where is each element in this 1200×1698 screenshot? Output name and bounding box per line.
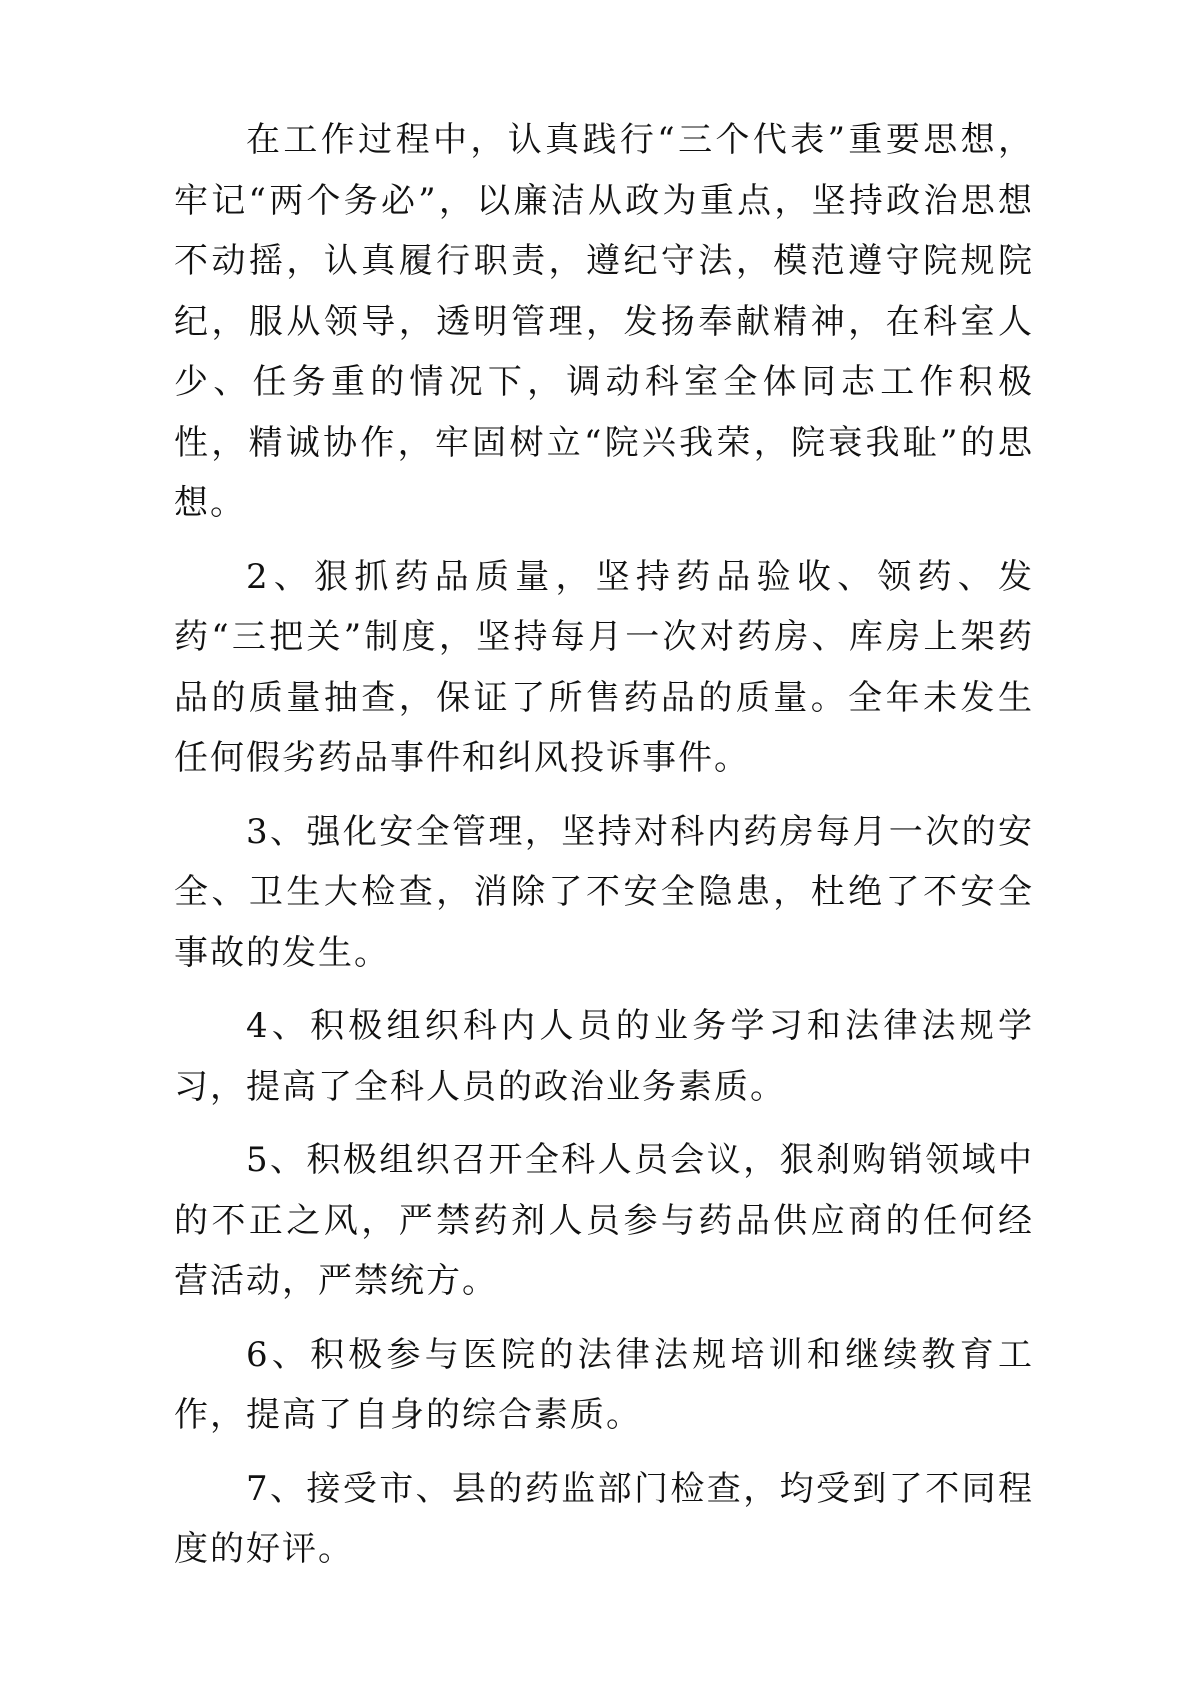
paragraph-staff-study: 4、积极组织科内人员的业务学习和法律法规学习，提高了全科人员的政治业务素质。: [174, 1006, 1034, 1107]
paragraph-training: 6、积极参与医院的法律法规培训和继续教育工作，提高了自身的综合素质。: [174, 1334, 1034, 1435]
paragraph-staff-meeting: 5、积极组织召开全科人员会议，狠刹购销领域中的不正之风，严禁药剂人员参与药品供应商的任何经营活动，严禁统方。: [174, 1140, 1034, 1301]
paragraph-inspection: 7、接受市、县的药监部门检查，均受到了不同程度的好评。: [174, 1468, 1034, 1569]
paragraph-drug-quality: 2、狠抓药品质量，坚持药品验收、领药、发药“三把关”制度，坚持每月一次对药房、库房上架药品的质量抽查，保证了所售药品的质量。全年未发生任何假劣药品事件和纠风投诉事件。: [174, 556, 1034, 778]
paragraph-safety-management: 3、强化安全管理，坚持对科内药房每月一次的安全、卫生大检查，消除了不安全隐患，杜绝了不安全事故的发生。: [174, 811, 1034, 973]
paragraph-work-attitude: 在工作过程中，认真践行“三个代表”重要思想，牢记“两个务必”，以廉洁从政为重点，坚持政治思想不动摇，认真履行职责，遵纪守法，模范遵守院规院纪，服从领导，透明管理，发扬奉献精神，在科室人少、任务重的情况下，调动科室全体同志工作积极性，精诚协作，牢固树立“院兴我荣，院衰我耻”的思想。: [174, 120, 1034, 523]
document-page: [174, 110, 1034, 1593]
